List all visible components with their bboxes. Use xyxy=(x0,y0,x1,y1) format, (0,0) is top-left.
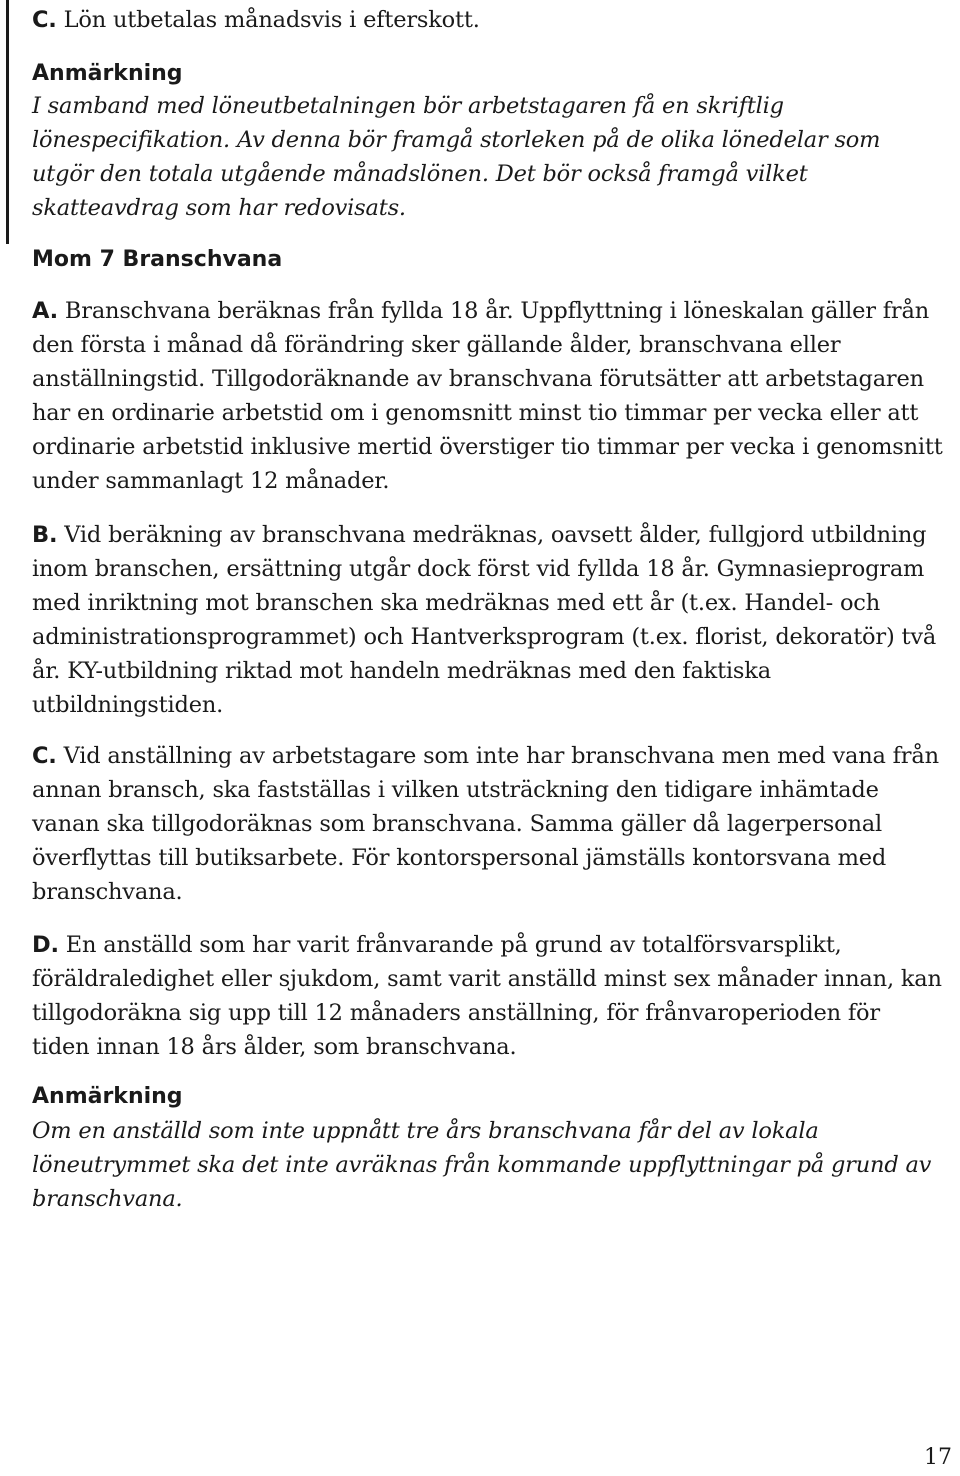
note-heading: Anmärkning xyxy=(32,1084,183,1109)
paragraph-marker: D. xyxy=(32,932,59,958)
paragraph-a xyxy=(32,294,960,498)
note-text: I samband med löneutbetalningen bör arbetstagaren få en skriftlig lönespecifikation. Av denna bör framgå storleken på de olika lönedelar som utgör den totala utgående månadslönen. Det bör också framgå vilket skatteavdrag som har redovisats. xyxy=(32,93,881,221)
paragraph-text: Vid beräkning av branschvana medräknas, oavsett ålder, fullgjord utbildning inom branschen, ersättning utgår dock först vid fyllda 18 år. Gymnasieprogram med inriktning mot branschen ska medräknas med ett år (t.ex. Handel- och administrationsprogrammet) och Hantverksprogram (t.ex. florist, dekoratör) två år. KY-utbildning riktad mot handeln medräknas med den faktiska utbildningstiden. xyxy=(32,522,937,718)
note-heading: Anmärkning xyxy=(32,61,183,86)
paragraph-b xyxy=(32,518,958,722)
section-c-payment xyxy=(32,3,480,37)
paragraph-marker: A. xyxy=(32,298,58,324)
note-text: Om en anställd som inte uppnått tre års branschvana får del av lokala löneutrymmet ska det inte avräknas från kommande uppflyttningar på grund av branschvana. xyxy=(32,1118,932,1212)
change-bar xyxy=(6,0,9,244)
page-number: 17 xyxy=(924,1445,952,1470)
section-heading: Mom 7 Branschvana xyxy=(32,247,283,272)
paragraph-text: En anställd som har varit frånvarande på grund av totalförsvarsplikt, föräldraledighet eller sjukdom, samt varit anställd minst sex månader innan, kan tillgodoräkna sig upp till 12 månaders anställning, för frånvaroperioden för tiden innan 18 års ålder, som branschvana. xyxy=(32,932,942,1060)
paragraph-d xyxy=(32,928,942,1064)
paragraph-marker: B. xyxy=(32,522,58,548)
paragraph-marker: C. xyxy=(32,743,57,769)
paragraph-text: Lön utbetalas månadsvis i efterskott. xyxy=(56,7,480,33)
paragraph-text: Branschvana beräknas från fyllda 18 år. Uppflyttning i löneskalan gäller från den första i månad då förändring sker gällande ålder, branschvana eller anställningstid. Tillgodoräknande av branschvana förutsätter att arbetstagaren har en ordinarie arbetstid om i genomsnitt minst tio timmar per vecka eller att ordinarie arbetstid inklusive mertid överstiger tio timmar per vecka i genomsnitt under sammanlagt 12 månader. xyxy=(32,298,943,494)
paragraph-c xyxy=(32,739,942,909)
paragraph-text: Vid anställning av arbetstagare som inte har branschvana men med vana från annan bransch, ska fastställas i vilken utsträckning den tidigare inhämtade vanan ska tillgodoräknas som branschvana. Samma gäller då lagerpersonal överflyttas till butiksarbete. För kontorspersonal jämställs kontorsvana med branschvana. xyxy=(32,743,939,905)
paragraph-marker: C. xyxy=(32,7,57,33)
